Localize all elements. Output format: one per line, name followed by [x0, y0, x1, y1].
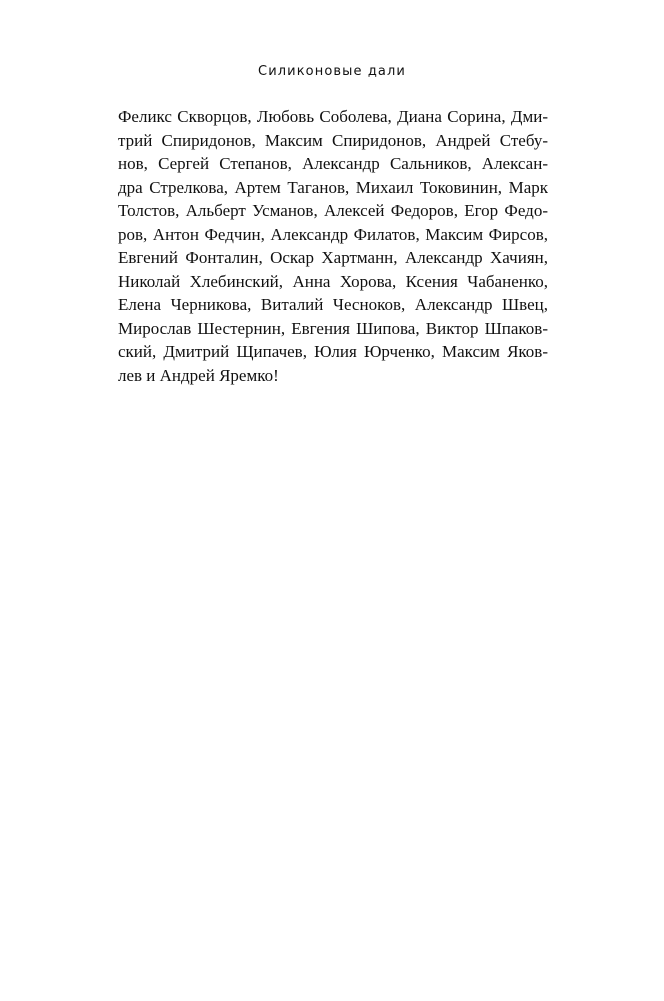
- text-line: Евгений Фонталин, Оскар Хартманн, Александр Хачиян,: [118, 248, 548, 267]
- text-line: Толстов, Альберт Усманов, Алексей Федоров, Егор Федо-: [118, 201, 548, 220]
- text-line-last: лев и Андрей Яремко!: [118, 365, 279, 385]
- text-line: ров, Антон Федчин, Александр Филатов, Максим Фирсов,: [118, 224, 548, 244]
- running-head: Силиконовые дали: [258, 64, 406, 79]
- acknowledgements-paragraph: [118, 105, 548, 387]
- text-line: Николай Хлебинский, Анна Хорова, Ксения Чабаненко,: [118, 271, 548, 291]
- text-line: ский, Дмитрий Щипачев, Юлия Юрченко, Максим Яков-: [118, 342, 548, 361]
- text-line: дра Стрелкова, Артем Таганов, Михаил Токовинин, Марк: [118, 177, 548, 197]
- text-line: Мирослав Шестернин, Евгения Шипова, Виктор Шпаков-: [118, 318, 548, 338]
- text-line: трий Спиридонов, Максим Спиридонов, Андрей Стебу-: [118, 130, 548, 150]
- text-line: Феликс Скворцов, Любовь Соболева, Диана Сорина, Дми-: [118, 107, 548, 126]
- text-line: Елена Черникова, Виталий Чесноков, Александр Швец,: [118, 295, 548, 314]
- text-line: нов, Сергей Степанов, Александр Сальников, Алексан-: [118, 154, 548, 173]
